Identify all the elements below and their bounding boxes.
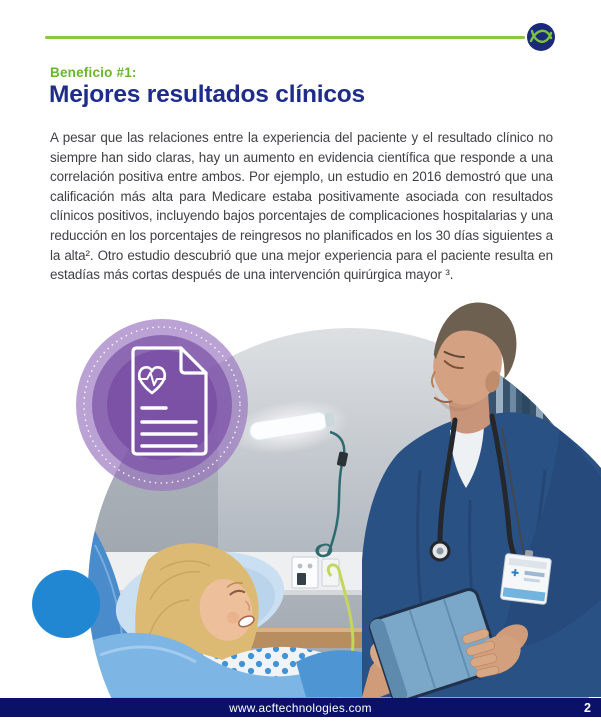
footer-page-number: 2 [584,700,591,715]
footer-url[interactable]: www.acftechnologies.com [229,700,372,715]
page-title: Mejores resultados clínicos [49,81,365,108]
bed-headboard [246,628,364,648]
accent-blue-circle [32,570,100,638]
header-rule [45,36,525,39]
body-paragraph: A pesar que las relaciones entre la experiencia del paciente y el resultado clínico no siempre han sido claras, hay un aumento en evidencia científica que responde a una correlación positiva entre ambos. Por ejemplo, un estudio en 2016 demostró que una calificación más alta para Medicare estaba positivamente asociada con resultados clínicos positivos, incluyendo bajos porcentajes de complicaciones hospitalarias y una reducción en los porcentajes de reingresos no planificados en los 30 días siguientes a la alta². Otro estudio descubrió que una mejor experiencia para el paciente resulta en estadías más cortas después de una intervención quirúrgica mayor ³. [50,130,553,283]
purple-ring-circle [76,319,248,491]
footer-bar [0,698,601,717]
acf-logo-icon [526,22,556,52]
benefit-kicker: Beneficio #1: [50,65,137,80]
